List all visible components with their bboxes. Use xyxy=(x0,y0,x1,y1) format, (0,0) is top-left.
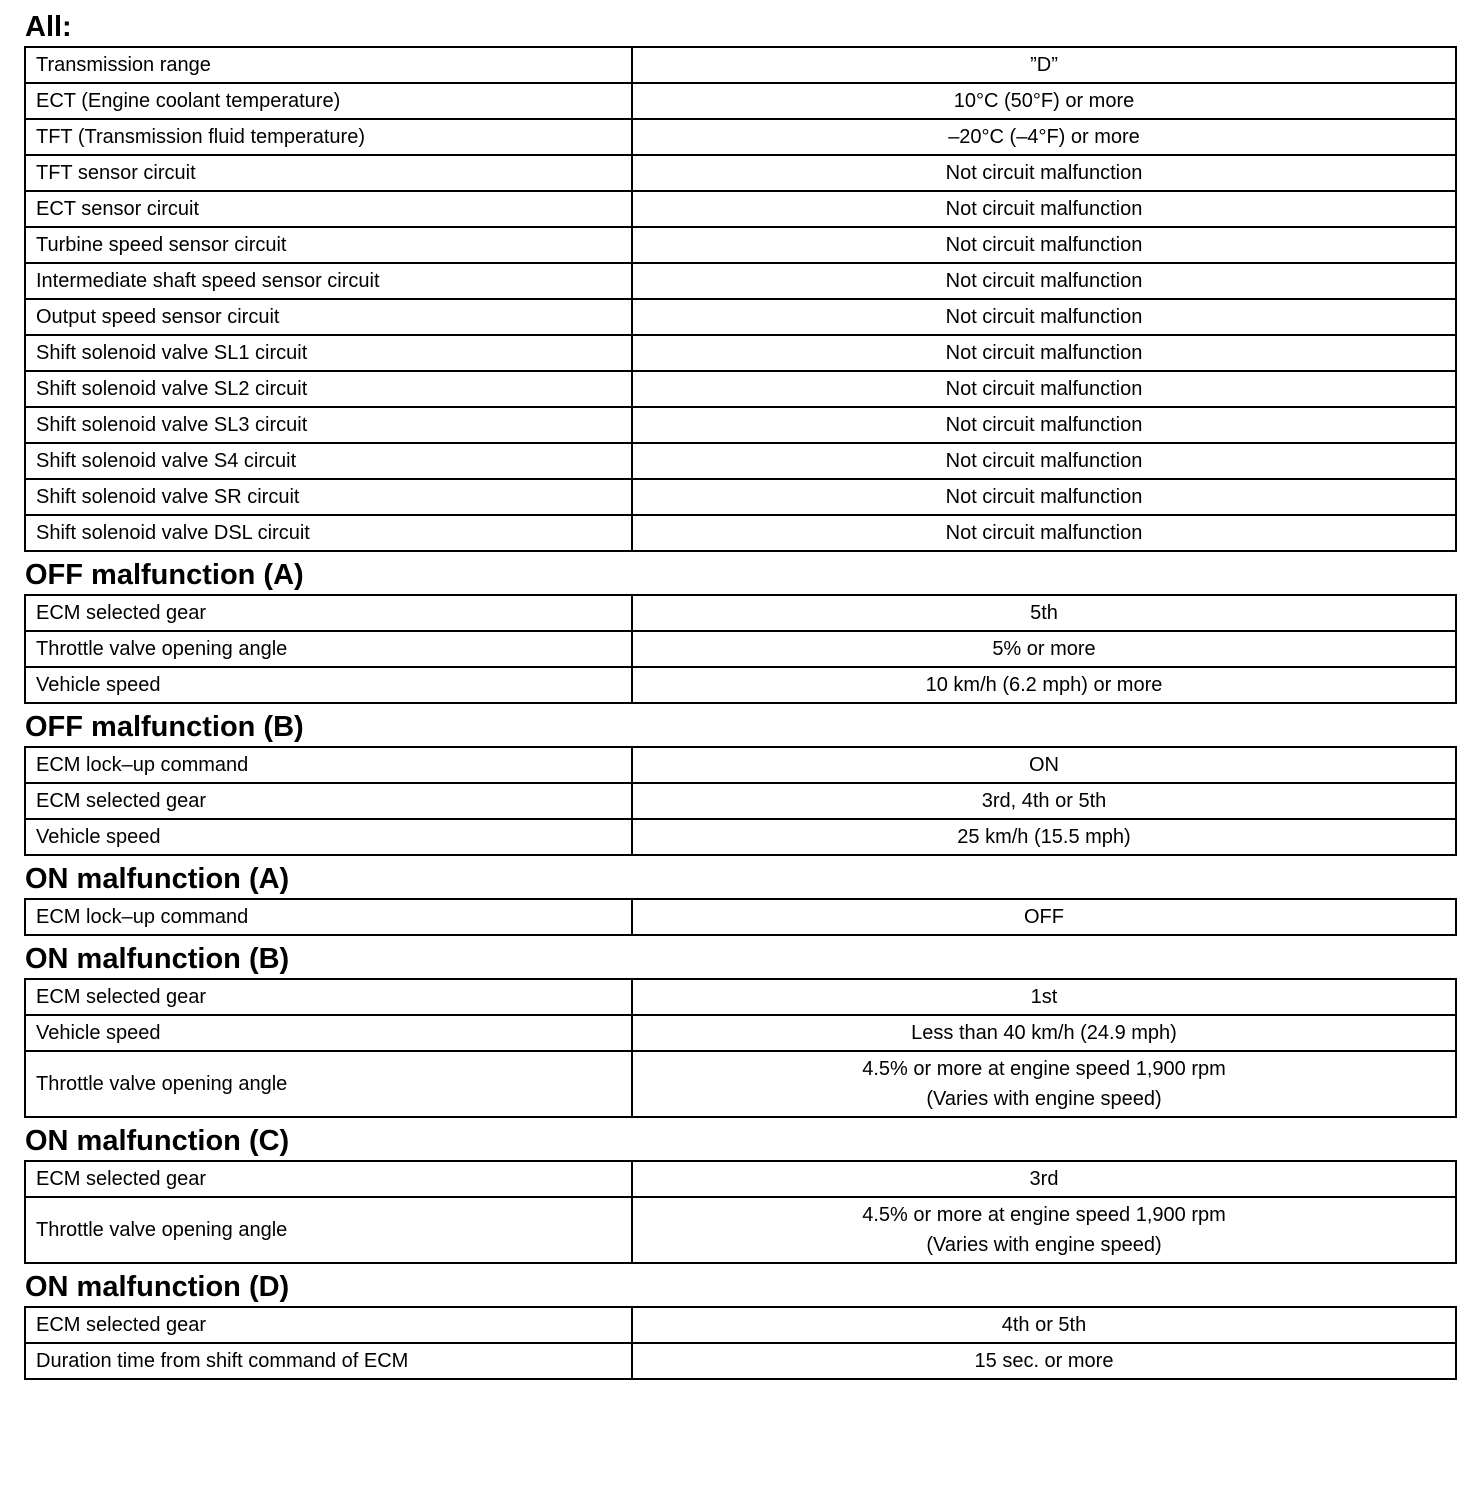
row-label: TFT sensor circuit xyxy=(25,155,632,191)
table-row xyxy=(25,227,1456,263)
table-row xyxy=(25,595,1456,631)
row-label: Transmission range xyxy=(25,47,632,83)
table-all-conditions xyxy=(24,46,1457,552)
row-value-line-1: 4.5% or more at engine speed 1,900 rpm xyxy=(862,1204,1226,1226)
table-row xyxy=(25,899,1456,935)
row-label: Shift solenoid valve SL3 circuit xyxy=(25,407,632,443)
row-label: Duration time from shift command of ECM xyxy=(25,1343,632,1379)
row-value: 5th xyxy=(632,595,1456,631)
table-row xyxy=(25,1051,1456,1117)
table-row xyxy=(25,783,1456,819)
table-row xyxy=(25,407,1456,443)
table-on-malfunction-a xyxy=(24,898,1457,936)
row-value: ON xyxy=(632,747,1456,783)
table-row xyxy=(25,47,1456,83)
row-label: Shift solenoid valve SR circuit xyxy=(25,479,632,515)
row-label: Throttle valve opening angle xyxy=(25,1051,632,1117)
row-value: 10°C (50°F) or more xyxy=(632,83,1456,119)
row-value xyxy=(632,1197,1456,1263)
row-value: 25 km/h (15.5 mph) xyxy=(632,819,1456,855)
row-value: Not circuit malfunction xyxy=(632,407,1456,443)
row-label: Vehicle speed xyxy=(25,1015,632,1051)
table-row xyxy=(25,1161,1456,1197)
row-value: Not circuit malfunction xyxy=(632,299,1456,335)
row-value: Not circuit malfunction xyxy=(632,227,1456,263)
section-title-on-malfunction-c: ON malfunction (C) xyxy=(25,1125,290,1157)
row-label: ECT (Engine coolant temperature) xyxy=(25,83,632,119)
row-value: Not circuit malfunction xyxy=(632,155,1456,191)
table-row xyxy=(25,299,1456,335)
table-row xyxy=(25,747,1456,783)
row-label: Shift solenoid valve SL1 circuit xyxy=(25,335,632,371)
row-label: ECM lock–up command xyxy=(25,899,632,935)
table-on-malfunction-b xyxy=(24,978,1457,1118)
row-value: Not circuit malfunction xyxy=(632,263,1456,299)
row-label: ECM selected gear xyxy=(25,1161,632,1197)
row-value: Not circuit malfunction xyxy=(632,335,1456,371)
table-row xyxy=(25,1197,1456,1263)
row-label: ECM selected gear xyxy=(25,783,632,819)
row-label: Shift solenoid valve DSL circuit xyxy=(25,515,632,551)
row-label: Vehicle speed xyxy=(25,819,632,855)
table-row xyxy=(25,119,1456,155)
table-row xyxy=(25,1015,1456,1051)
row-label: Throttle valve opening angle xyxy=(25,631,632,667)
row-value: 15 sec. or more xyxy=(632,1343,1456,1379)
row-value: Not circuit malfunction xyxy=(632,515,1456,551)
row-value: 3rd xyxy=(632,1161,1456,1197)
row-label: Throttle valve opening angle xyxy=(25,1197,632,1263)
row-value: Not circuit malfunction xyxy=(632,371,1456,407)
table-row xyxy=(25,371,1456,407)
row-label: ECM selected gear xyxy=(25,1307,632,1343)
table-row xyxy=(25,155,1456,191)
row-value-line-2: (Varies with engine speed) xyxy=(926,1234,1162,1256)
row-value: –20°C (–4°F) or more xyxy=(632,119,1456,155)
table-row xyxy=(25,83,1456,119)
row-label: Vehicle speed xyxy=(25,667,632,703)
row-value: OFF xyxy=(632,899,1456,935)
row-label: ECM selected gear xyxy=(25,979,632,1015)
row-value-line-1: 4.5% or more at engine speed 1,900 rpm xyxy=(862,1058,1226,1080)
table-row xyxy=(25,819,1456,855)
table-row xyxy=(25,191,1456,227)
row-label: Shift solenoid valve SL2 circuit xyxy=(25,371,632,407)
section-title-on-malfunction-d: ON malfunction (D) xyxy=(25,1271,290,1303)
section-title-on-malfunction-a: ON malfunction (A) xyxy=(25,863,290,895)
row-value: Not circuit malfunction xyxy=(632,479,1456,515)
table-row xyxy=(25,667,1456,703)
table-on-malfunction-c xyxy=(24,1160,1457,1264)
row-label: Output speed sensor circuit xyxy=(25,299,632,335)
section-title-all: All: xyxy=(25,11,72,43)
row-value: 1st xyxy=(632,979,1456,1015)
row-value: 3rd, 4th or 5th xyxy=(632,783,1456,819)
table-row xyxy=(25,1307,1456,1343)
row-value: Not circuit malfunction xyxy=(632,191,1456,227)
section-title-on-malfunction-b: ON malfunction (B) xyxy=(25,943,290,975)
row-label: ECM lock–up command xyxy=(25,747,632,783)
row-value: ”D” xyxy=(632,47,1456,83)
table-off-malfunction-a xyxy=(24,594,1457,704)
table-row xyxy=(25,979,1456,1015)
table-row xyxy=(25,1343,1456,1379)
document-page xyxy=(24,8,1457,1384)
row-label: Shift solenoid valve S4 circuit xyxy=(25,443,632,479)
row-label: TFT (Transmission fluid temperature) xyxy=(25,119,632,155)
row-value: 4th or 5th xyxy=(632,1307,1456,1343)
table-row xyxy=(25,631,1456,667)
table-row xyxy=(25,515,1456,551)
row-label: Turbine speed sensor circuit xyxy=(25,227,632,263)
row-value xyxy=(632,1051,1456,1117)
row-value-line-2: (Varies with engine speed) xyxy=(926,1088,1162,1110)
row-value: Not circuit malfunction xyxy=(632,443,1456,479)
row-value: 5% or more xyxy=(632,631,1456,667)
row-value: Less than 40 km/h (24.9 mph) xyxy=(632,1015,1456,1051)
table-row xyxy=(25,335,1456,371)
row-value: 10 km/h (6.2 mph) or more xyxy=(632,667,1456,703)
table-row xyxy=(25,263,1456,299)
table-off-malfunction-b xyxy=(24,746,1457,856)
row-label: ECT sensor circuit xyxy=(25,191,632,227)
section-title-off-malfunction-a: OFF malfunction (A) xyxy=(25,559,304,591)
table-row xyxy=(25,443,1456,479)
row-label: ECM selected gear xyxy=(25,595,632,631)
row-label: Intermediate shaft speed sensor circuit xyxy=(25,263,632,299)
table-row xyxy=(25,479,1456,515)
table-on-malfunction-d xyxy=(24,1306,1457,1380)
section-title-off-malfunction-b: OFF malfunction (B) xyxy=(25,711,304,743)
